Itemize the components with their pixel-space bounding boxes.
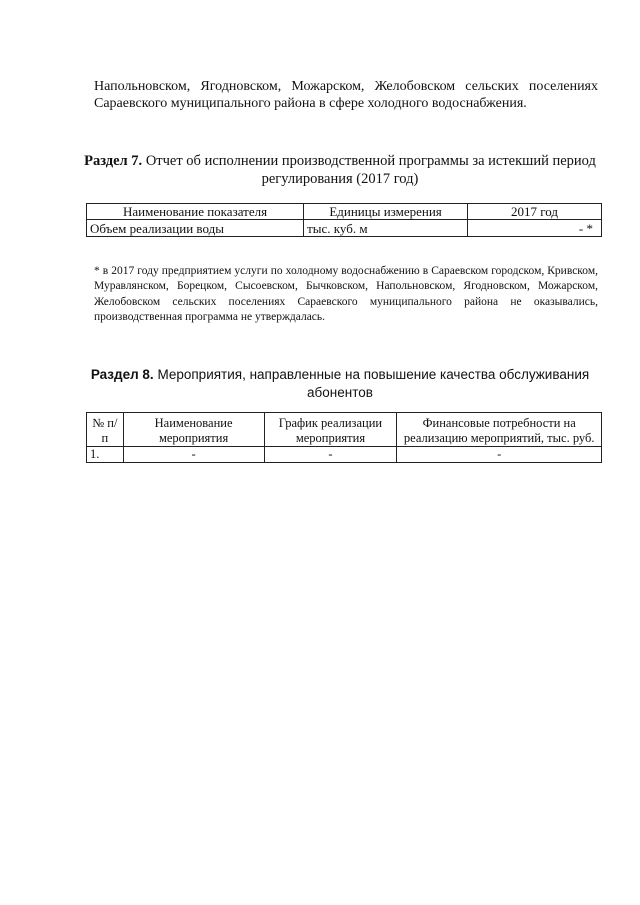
section8-label: Раздел 8. <box>90 367 154 382</box>
cell-financing: - <box>397 447 602 463</box>
column-header-year: 2017 год <box>468 204 602 220</box>
table-row <box>87 220 602 237</box>
cell-schedule: - <box>264 447 397 463</box>
column-header-schedule: График реализации мероприятия <box>264 413 397 447</box>
table-row <box>87 447 602 463</box>
table-header-row <box>87 204 602 220</box>
section7-label: Раздел 7. <box>84 153 143 169</box>
column-header-indicator: Наименование показателя <box>87 204 304 220</box>
section7-footnote: * в 2017 году предприятием услуги по холодному водоснабжению в Сараевском городском, Кривском, Муравлянском, Борецком, Сысоевском, Бычковском, Напольновском, Ягодновском, Можарском, Желобовском сельских поселениях Сараевского муниципального района не оказывались, производственная программа не утверждалась. <box>94 264 598 323</box>
cell-indicator: Объем реализации воды <box>87 220 304 237</box>
section7-table <box>86 203 602 237</box>
section8-title: Мероприятия, направленные на повышение качества обслуживания абонентов <box>157 367 590 400</box>
cell-year-value: - * <box>468 220 602 237</box>
table-header-row <box>87 413 602 447</box>
section8-heading <box>60 366 620 402</box>
column-header-number: № п/п <box>87 413 124 447</box>
intro-paragraph: Напольновском, Ягодновском, Можарском, Желобовском сельских поселениях Сараевского муниципального района в сфере холодного водоснабжения. <box>94 79 598 111</box>
section7-heading <box>60 152 620 188</box>
column-header-units: Единицы измерения <box>304 204 468 220</box>
section8-table <box>86 412 602 463</box>
section7-title: Отчет об исполнении производственной программы за истекший период регулирования (2017 год) <box>145 153 596 187</box>
column-header-activity: Наименование мероприятия <box>123 413 264 447</box>
cell-units: тыс. куб. м <box>304 220 468 237</box>
column-header-financing: Финансовые потребности на реализацию мероприятий, тыс. руб. <box>397 413 602 447</box>
cell-number: 1. <box>87 447 124 463</box>
cell-activity: - <box>123 447 264 463</box>
